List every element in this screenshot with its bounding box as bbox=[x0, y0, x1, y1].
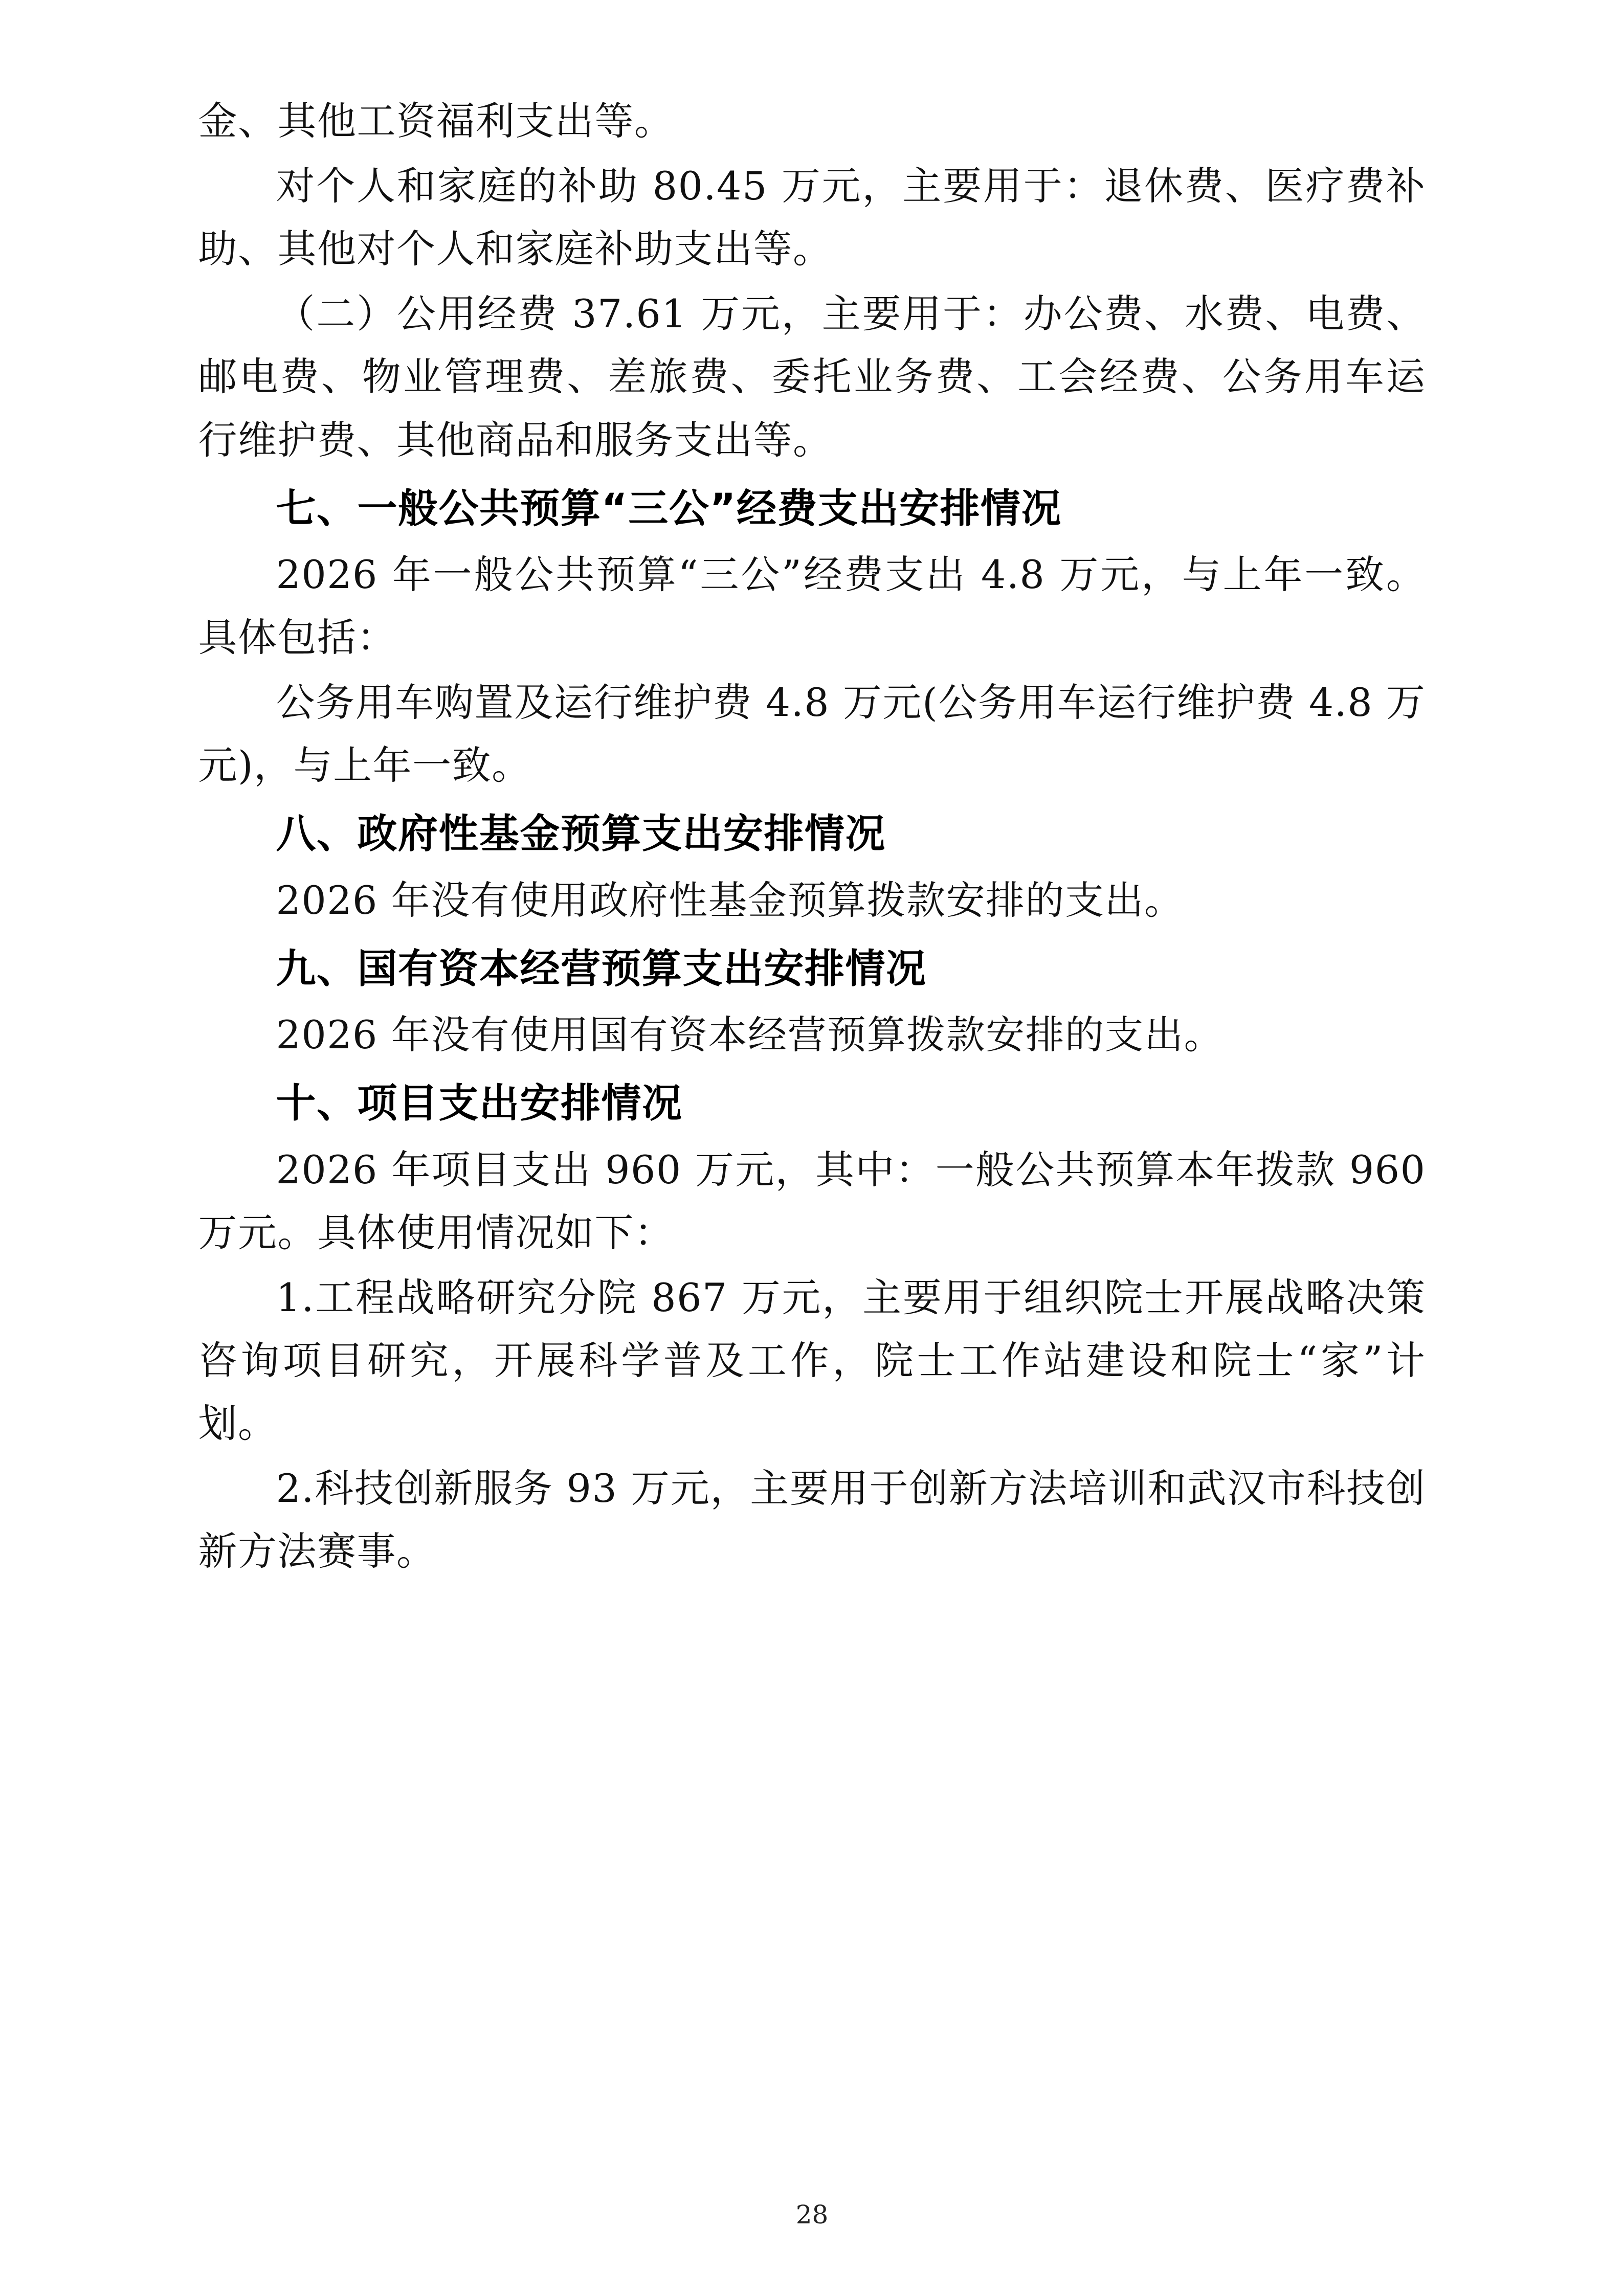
section-heading-eight: 八、政府性基金预算支出安排情况 bbox=[276, 811, 886, 858]
paragraph: 1.工程战略研究分院 867 万元，主要用于组织院士开展战略决策咨询项目研究，开展科学普及工作，院士工作站建设和院士“家”计划。 bbox=[198, 1274, 1426, 1447]
paragraph: 2.科技创新服务 93 万元，主要用于创新方法培训和武汉市科技创新方法赛事。 bbox=[198, 1466, 1426, 1574]
section-heading-nine: 九、国有资本经营预算支出安排情况 bbox=[276, 946, 927, 992]
section-heading-ten: 十、项目支出安排情况 bbox=[276, 1081, 683, 1127]
page-number: 28 bbox=[795, 2200, 829, 2230]
paragraph: 金、其他工资福利支出等。 bbox=[198, 98, 674, 144]
paragraph: 2026 年项目支出 960 万元，其中：一般公共预算本年拨款 960 万元。具体使用情况如下： bbox=[198, 1146, 1426, 1255]
paragraph: 公务用车购置及运行维护费 4.8 万元(公务用车运行维护费 4.8 万元)，与上年一致。 bbox=[198, 680, 1426, 789]
paragraph: 2026 年一般公共预算“三公”经费支出 4.8 万元，与上年一致。具体包括： bbox=[198, 552, 1426, 661]
paragraph: （二）公用经费 37.61 万元，主要用于：办公费、水费、电费、邮电费、物业管理费、差旅费、委托业务费、工会经费、公务用车运行维护费、其他商品和服务支出等。 bbox=[198, 291, 1426, 463]
section-heading-seven: 七、一般公共预算“三公”经费支出安排情况 bbox=[276, 485, 1062, 532]
document-body bbox=[198, 89, 1426, 1583]
paragraph: 2026 年没有使用政府性基金预算拨款安排的支出。 bbox=[276, 877, 1184, 923]
paragraph: 对个人和家庭的补助 80.45 万元，主要用于：退休费、医疗费补助、其他对个人和家庭补助支出等。 bbox=[198, 163, 1426, 272]
paragraph: 2026 年没有使用国有资本经营预算拨款安排的支出。 bbox=[276, 1012, 1224, 1058]
